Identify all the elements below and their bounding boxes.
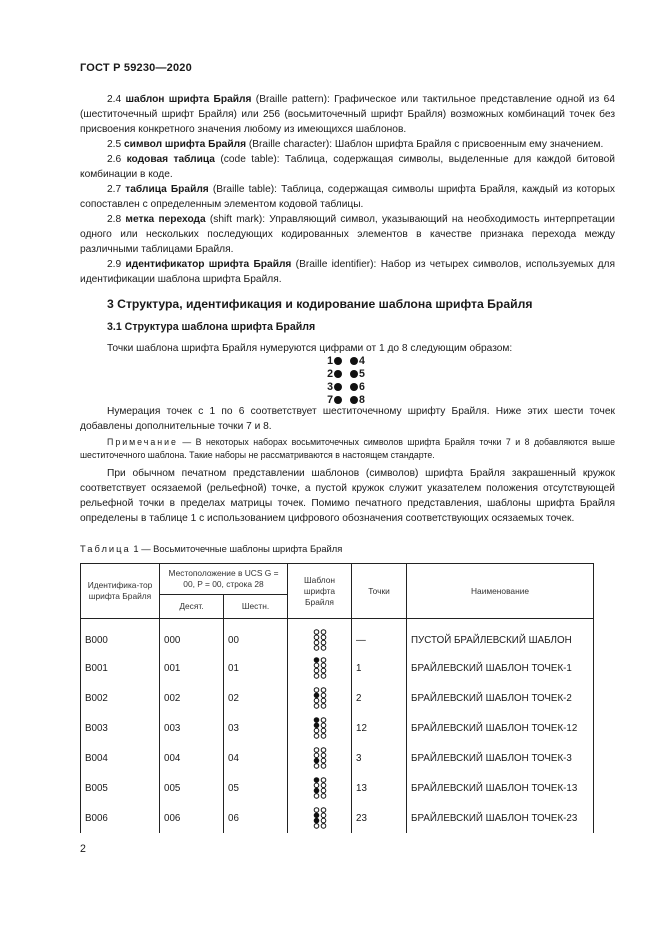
table-body [81, 619, 594, 834]
cell-hex: 06 [224, 803, 288, 833]
cell-dots: 12 [352, 713, 407, 743]
definition-2-4 [80, 92, 615, 137]
cell-hex: 05 [224, 773, 288, 803]
empty-dot [321, 668, 326, 673]
empty-dot [314, 734, 319, 739]
empty-dot [321, 824, 326, 829]
empty-dot [321, 630, 326, 635]
raised-dot [314, 693, 319, 698]
cell-hex: 04 [224, 743, 288, 773]
empty-dot [321, 704, 326, 709]
raised-dot [314, 718, 319, 723]
cell-name: БРАЙЛЕВСКИЙ ШАБЛОН ТОЧЕК-13 [407, 773, 594, 803]
empty-dot [321, 748, 326, 753]
raised-dot [314, 658, 319, 663]
cell-dec: 003 [160, 713, 224, 743]
braille-pattern-icon [313, 717, 327, 739]
empty-dot [321, 764, 326, 769]
definition-number: 2.4 [107, 94, 122, 105]
empty-dot [314, 704, 319, 709]
table-row [81, 743, 594, 773]
empty-dot [321, 698, 326, 703]
empty-dot [321, 718, 326, 723]
definition-number: 2.8 [107, 214, 122, 225]
empty-dot [321, 788, 326, 793]
cell-name: БРАЙЛЕВСКИЙ ШАБЛОН ТОЧЕК-3 [407, 743, 594, 773]
raised-dot [314, 778, 319, 783]
definition-term: идентификатор шрифта Брайля [125, 259, 292, 270]
empty-dot [314, 640, 319, 645]
definition-english: (code table): [214, 154, 286, 165]
definition-text: Набор из четырех символов, используемых для идентификации шаблона шрифта Брайля. [80, 259, 615, 285]
empty-dot [321, 778, 326, 783]
cell-name: БРАЙЛЕВСКИЙ ШАБЛОН ТОЧЕК-12 [407, 713, 594, 743]
paragraph-six-dot: Нумерация точек с 1 по 6 соответствует шеститочечному шрифту Брайля. Ниже этих шести точек добавлены дополнительные точки 7 и 8. [80, 406, 615, 432]
cell-hex: 00 [224, 619, 288, 654]
cell-dots: 23 [352, 803, 407, 833]
cell-dots: — [352, 619, 407, 654]
cell-id: B005 [81, 773, 160, 803]
cell-name: БРАЙЛЕВСКИЙ ШАБЛОН ТОЧЕК-2 [407, 683, 594, 713]
empty-dot [314, 630, 319, 635]
dot-icon [334, 370, 342, 378]
empty-dot [321, 674, 326, 679]
cell-pattern [288, 803, 352, 833]
definition-2-8 [80, 212, 615, 257]
dot-icon [334, 357, 342, 365]
header-pattern: Шаблон шрифта Брайля [288, 564, 352, 619]
definition-english: (Braille identifier): [291, 259, 381, 270]
dot-row [324, 367, 384, 380]
header-dots: Точки [352, 564, 407, 619]
header-location: Местоположение в UCS G = 00, P = 00, строка 28 [160, 564, 288, 595]
cell-name: ПУСТОЙ БРАЙЛЕВСКИЙ ШАБЛОН [407, 619, 594, 654]
table-row [81, 713, 594, 743]
table-row [81, 653, 594, 683]
braille-pattern-icon [313, 807, 327, 829]
dot-number: 6 [359, 380, 365, 393]
dot-number: 1 [327, 354, 333, 367]
note-text: — В некоторых наборах восьмиточечных символов шрифта Брайля точки 7 и 8 добавляются выше шеститочечного шаблона. Такие наборы не рассматриваются в настоящем стандарте. [80, 437, 615, 460]
definition-number: 2.5 [107, 139, 122, 150]
cell-pattern [288, 653, 352, 683]
section-heading: 3 Структура, идентификация и кодирование шаблона шрифта Брайля [107, 297, 533, 311]
empty-dot [321, 813, 326, 818]
empty-dot [314, 635, 319, 640]
cell-hex: 02 [224, 683, 288, 713]
empty-dot [314, 783, 319, 788]
dot-number: 7 [327, 393, 333, 406]
cell-dots: 3 [352, 743, 407, 773]
empty-dot [314, 764, 319, 769]
definition-number: 2.7 [107, 184, 122, 195]
definition-2-6 [80, 152, 615, 182]
dot-number: 2 [327, 367, 333, 380]
cell-name: БРАЙЛЕВСКИЙ ШАБЛОН ТОЧЕК-23 [407, 803, 594, 833]
definition-2-5 [80, 137, 615, 152]
definition-text: Графическое или тактильное представление одной из 64 (шеститочечный шрифт Брайля) или 256 (восьмиточечный шрифт Брайля) возможных комбинаций точек без присвоения конкретного значения любому из имеющихся шаблонов. [80, 94, 615, 135]
empty-dot [314, 674, 319, 679]
braille-dot-numbering-diagram [324, 354, 384, 406]
cell-dots: 1 [352, 653, 407, 683]
definition-2-7 [80, 182, 615, 212]
definition-english: (Braille character): [246, 139, 335, 150]
definition-text: Таблица, содержащая символы шрифта Брайля, каждый из которых сопоставлен с определенным элементом кодовой таблицы. [80, 184, 615, 210]
header-id: Идентифика-тор шрифта Брайля [81, 564, 160, 619]
dot-number: 3 [327, 380, 333, 393]
braille-pattern-icon [313, 777, 327, 799]
definition-term: метка перехода [125, 214, 206, 225]
cell-dots: 13 [352, 773, 407, 803]
table-caption [80, 543, 342, 554]
cell-pattern [288, 683, 352, 713]
empty-dot [321, 646, 326, 651]
empty-dot [321, 688, 326, 693]
empty-dot [314, 748, 319, 753]
cell-dec: 005 [160, 773, 224, 803]
empty-dot [314, 688, 319, 693]
note [80, 436, 615, 462]
dot-icon [350, 383, 358, 391]
empty-dot [314, 794, 319, 799]
paragraph-print-representation: При обычном печатном представлении шаблонов (символов) шрифта Брайля закрашенный кружок соответствует осязаемой (рельефной) точке, а пустой кружок служит указателем положения отсутствующей рельефной точки в пределах матрицы точек. Помимо печатного представления, шаблоны шрифта Брайля определены в таблице 1 с использованием цифрового обозначения соответствующих осязаемых точек. [80, 468, 615, 524]
empty-dot [321, 663, 326, 668]
cell-id: B002 [81, 683, 160, 713]
empty-dot [321, 818, 326, 823]
cell-id: B000 [81, 619, 160, 654]
braille-patterns-table [80, 563, 594, 833]
cell-id: B006 [81, 803, 160, 833]
note-label: Примечание [107, 437, 178, 447]
cell-hex: 03 [224, 713, 288, 743]
definition-term: шаблон шрифта Брайля [125, 94, 252, 105]
document-header: ГОСТ Р 59230—2020 [80, 62, 192, 74]
cell-id: B001 [81, 653, 160, 683]
cell-dec: 004 [160, 743, 224, 773]
empty-dot [321, 658, 326, 663]
raised-dot [314, 723, 319, 728]
empty-dot [321, 728, 326, 733]
empty-dot [321, 723, 326, 728]
empty-dot [321, 635, 326, 640]
empty-dot [321, 808, 326, 813]
braille-pattern-icon [313, 629, 327, 651]
cell-id: B003 [81, 713, 160, 743]
cell-dots: 2 [352, 683, 407, 713]
definition-2-9 [80, 257, 615, 287]
header-dec: Десят. [160, 594, 224, 618]
definition-text: Шаблон шрифта Брайля с присвоенным ему значением. [334, 139, 604, 150]
table-row [81, 683, 594, 713]
definition-number: 2.6 [107, 154, 122, 165]
table-row [81, 619, 594, 654]
table-row [81, 773, 594, 803]
paragraph-dot-numbering: Точки шаблона шрифта Брайля нумеруются цифрами от 1 до 8 следующим образом: [107, 343, 513, 354]
cell-name: БРАЙЛЕВСКИЙ ШАБЛОН ТОЧЕК-1 [407, 653, 594, 683]
dot-icon [350, 370, 358, 378]
subsection-heading: 3.1 Структура шаблона шрифта Брайля [107, 321, 316, 333]
braille-pattern-icon [313, 747, 327, 769]
definition-text: Таблица, содержащая символы, выделенные для каждой битовой комбинации в коде. [80, 154, 615, 180]
definition-english: (Braille table): [208, 184, 282, 195]
braille-pattern-icon [313, 657, 327, 679]
raised-dot [314, 813, 319, 818]
empty-dot [321, 640, 326, 645]
raised-dot [314, 818, 319, 823]
dot-icon [350, 396, 358, 404]
empty-dot [314, 663, 319, 668]
table-row [81, 803, 594, 833]
dot-number: 5 [359, 367, 365, 380]
dot-icon [350, 357, 358, 365]
dot-number: 8 [359, 393, 365, 406]
empty-dot [314, 668, 319, 673]
definition-term: таблица Брайля [125, 184, 209, 195]
dot-row [324, 354, 384, 367]
header-name: Наименование [407, 564, 594, 619]
definition-term: кодовая таблица [126, 154, 215, 165]
cell-dec: 002 [160, 683, 224, 713]
empty-dot [321, 693, 326, 698]
definition-number: 2.9 [107, 259, 122, 270]
page-number: 2 [80, 843, 86, 855]
empty-dot [314, 808, 319, 813]
empty-dot [321, 783, 326, 788]
empty-dot [321, 753, 326, 758]
cell-pattern [288, 773, 352, 803]
dot-icon [334, 396, 342, 404]
dot-row [324, 380, 384, 393]
definitions-list [80, 92, 615, 287]
cell-pattern [288, 713, 352, 743]
definition-text: Управляющий символ, указывающий на необходимость интерпретации одного или нескольких последующих кодированных элементов в качестве признака перехода между различными таблицами Брайля. [80, 214, 616, 255]
cell-dec: 000 [160, 619, 224, 654]
empty-dot [321, 758, 326, 763]
cell-pattern [288, 743, 352, 773]
cell-dec: 001 [160, 653, 224, 683]
empty-dot [321, 794, 326, 799]
cell-hex: 01 [224, 653, 288, 683]
cell-dec: 006 [160, 803, 224, 833]
empty-dot [321, 734, 326, 739]
raised-dot [314, 758, 319, 763]
empty-dot [314, 753, 319, 758]
braille-pattern-icon [313, 687, 327, 709]
empty-dot [314, 728, 319, 733]
dot-icon [334, 383, 342, 391]
empty-dot [314, 646, 319, 651]
dot-number: 4 [359, 354, 365, 367]
table-caption-label: Таблица [80, 543, 131, 554]
table-caption-text: 1 — Восьмиточечные шаблоны шрифта Брайля [130, 543, 343, 554]
cell-pattern [288, 619, 352, 654]
definition-english: (shift mark): [205, 214, 270, 225]
definition-english: (Braille pattern): [251, 94, 335, 105]
header-hex: Шестн. [224, 594, 288, 618]
definition-term: символ шрифта Брайля [124, 139, 247, 150]
raised-dot [314, 788, 319, 793]
empty-dot [314, 824, 319, 829]
cell-id: B004 [81, 743, 160, 773]
empty-dot [314, 698, 319, 703]
